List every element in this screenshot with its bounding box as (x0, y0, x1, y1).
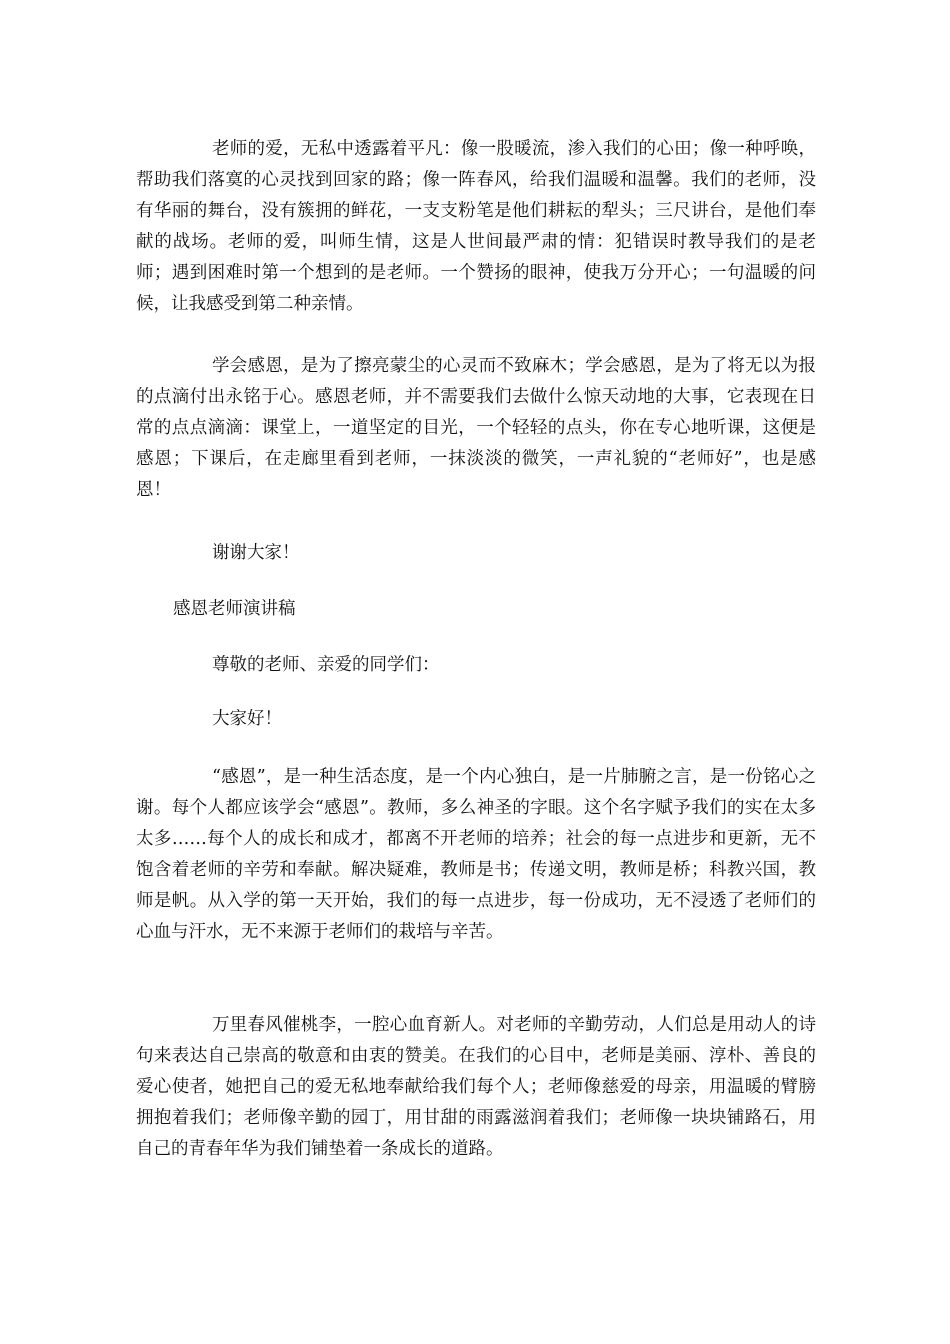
closing-thanks: 谢谢大家！ (212, 543, 300, 563)
paragraph-teacher-love: 老师的爱，无私中透露着平凡：像一股暖流，渗入我们的心田；像一种呼唤，帮助我们落寞的心灵找到回家的路；像一阵春风，给我们温暖和温馨。我们的老师，没有华丽的舞台，没有簇拥的鲜花，一支支粉笔是他们耕耘的犁头；三尺讲台，是他们奉献的战场。老师的爱，叫师生情，这是人世间最严肃的情：犯错误时教导我们的是老师；遇到困难时第一个想到的是老师。一个赞扬的眼神，使我万分开心；一句温暖的问候，让我感受到第二种亲情。 (136, 139, 816, 314)
paragraph-learn-gratitude: 学会感恩，是为了擦亮蒙尘的心灵而不致麻木；学会感恩，是为了将无以为报的点滴付出永铭于心。感恩老师，并不需要我们去做什么惊天动地的大事，它表现在日常的点点滴滴：课堂上，一道坚定的目光，一个轻轻的点头，你在专心地听课，这便是感恩；下课后，在走廊里看到老师，一抹淡淡的微笑，一声礼貌的“老师好”，也是感恩！ (136, 356, 816, 500)
greeting: 大家好！ (212, 709, 282, 729)
paragraph-spring-wind: 万里春风催桃李，一腔心血育新人。对老师的辛勤劳动，人们总是用动人的诗句来表达自己崇高的敬意和由衷的赞美。在我们的心目中，老师是美丽、淳朴、善良的爱心使者，她把自己的爱无私地奉献给我们每个人；老师像慈爱的母亲，用温暖的臂膀拥抱着我们；老师像辛勤的园丁，用甘甜的雨露滋润着我们；老师像一块块铺路石，用自己的青春年华为我们铺垫着一条成长的道路。 (136, 1015, 816, 1159)
salutation: 尊敬的老师、亲爱的同学们： (212, 655, 440, 675)
speech-title: 感恩老师演讲稿 (173, 599, 296, 619)
paragraph-gratitude-attitude: “感恩”，是一种生活态度，是一个内心独白，是一片肺腑之言，是一份铭心之谢。每个人都应该学会“感恩”。教师，多么神圣的字眼。这个名字赋予我们的实在太多太多……每个人的成长和成才，都离不开老师的培养；社会的每一点进步和更新，无不饱含着老师的辛劳和奉献。解决疑难，教师是书；传递文明，教师是桥；科教兴国，教师是帆。从入学的第一天开始，我们的每一点进步，每一份成功，无不浸透了老师们的心血与汗水，无不来源于老师们的栽培与辛苦。 (136, 767, 816, 942)
